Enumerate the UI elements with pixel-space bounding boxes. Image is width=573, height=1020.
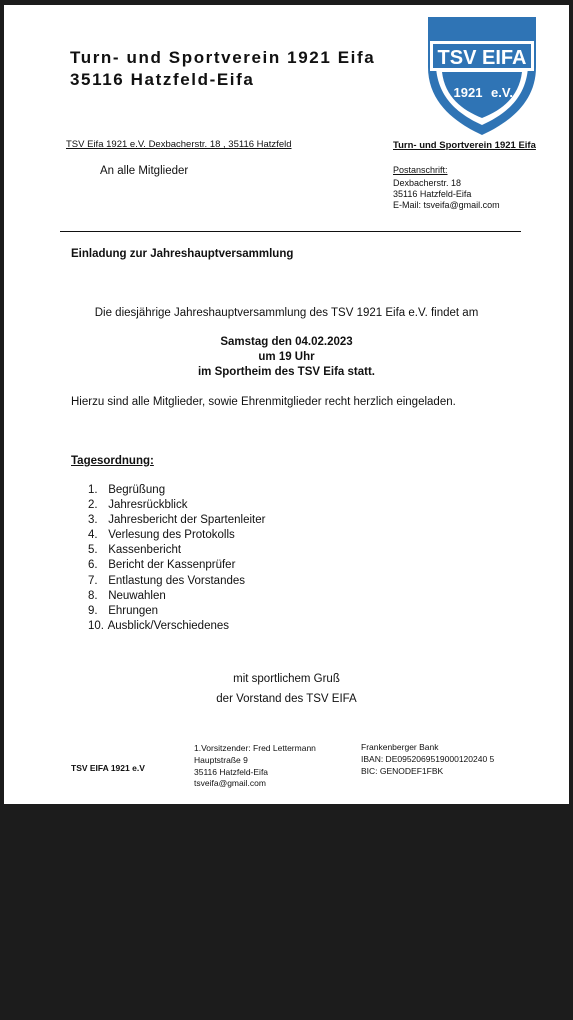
meeting-date: Samstag den 04.02.2023 (220, 336, 353, 348)
agenda-item-number: 3. (88, 514, 98, 527)
logo-suffix: e.V. (491, 85, 513, 100)
agenda-item-number: 10. (88, 619, 104, 632)
agenda-item-text: Jahresrückblick (108, 499, 188, 512)
closing-signature: der Vorstand des TSV EIFA (216, 693, 357, 705)
postal-street: Dexbacherstr. 18 (393, 178, 462, 188)
agenda-item-text: Ausblick/Verschiedenes (107, 619, 230, 632)
agenda-item-number: 4. (88, 529, 98, 542)
agenda-item (88, 558, 265, 573)
footer-chair: 1.Vorsitzender: Fred Lettermann (194, 743, 316, 753)
agenda-item-number: 5. (88, 544, 98, 557)
agenda-item-text: Neuwahlen (108, 589, 166, 602)
footer-email: tsveifa@gmail.com (194, 778, 266, 788)
agenda-item-number: 6. (88, 559, 98, 572)
footer-city: 35116 Hatzfeld-Eifa (194, 767, 269, 777)
agenda-item-text: Jahresbericht der Spartenleiter (108, 514, 266, 527)
sender-line: TSV Eifa 1921 e.V. Dexbacherstr. 18 , 35116 Hatzfeld (66, 139, 292, 150)
footer-bic: BIC: GENODEF1FBK (361, 766, 444, 776)
agenda-item (88, 604, 265, 619)
intro-text: Die diesjährige Jahreshauptversammlung des TSV 1921 Eifa e.V. findet am (94, 307, 479, 319)
agenda-item-text: Begrüßung (108, 484, 166, 496)
agenda-item (88, 589, 265, 604)
agenda-item-number: 9. (88, 604, 98, 617)
agenda-item-number: 7. (88, 574, 98, 587)
agenda-item-text: Entlastung des Vorstandes (108, 574, 246, 587)
agenda-item-text: Ehrungen (108, 604, 159, 617)
club-name: Turn- und Sportverein 1921 Eifa (70, 48, 376, 67)
agenda-item (88, 528, 265, 543)
agenda-list (88, 483, 265, 634)
agenda-item-text: Bericht der Kassenprüfer (108, 559, 236, 572)
tsv-eifa-logo (424, 15, 540, 137)
footer-club: TSV EIFA 1921 e.V (71, 763, 145, 773)
logo-top-text: TSV EIFA (437, 47, 527, 69)
meeting-time: um 19 Uhr (258, 351, 315, 363)
invitation-text: Hierzu sind alle Mitglieder, sowie Ehrenmitglieder recht herzlich eingeladen. (71, 396, 456, 408)
agenda-item (88, 619, 265, 634)
divider (60, 231, 521, 232)
agenda-heading: Tagesordnung: (71, 455, 154, 467)
agenda-item (88, 543, 265, 558)
footer-bank: Frankenberger Bank (361, 742, 439, 752)
agenda-item-number: 2. (88, 499, 98, 512)
postal-label: Postanschrift: (393, 165, 448, 175)
agenda-item (88, 574, 265, 589)
right-heading: Turn- und Sportverein 1921 Eifa (393, 140, 536, 151)
closing-greeting: mit sportlichem Gruß (233, 673, 340, 685)
agenda-item (88, 498, 265, 513)
agenda-item-number: 8. (88, 589, 98, 602)
footer-iban: IBAN: DE0952069519000120240 5 (361, 754, 495, 764)
club-address: 35116 Hatzfeld-Eifa (70, 70, 255, 89)
postal-city: 35116 Hatzfeld-Eifa (393, 189, 472, 199)
greeting: An alle Mitglieder (100, 165, 189, 177)
letter-page (4, 5, 569, 804)
agenda-item-text: Kassenbericht (108, 544, 182, 557)
agenda-item-number: 1. (88, 484, 98, 496)
agenda-item-text: Verlesung des Protokolls (108, 529, 235, 542)
logo-year: 1921 (453, 85, 483, 100)
subject-line: Einladung zur Jahreshauptversammlung (71, 248, 294, 260)
postal-email: E-Mail: tsveifa@gmail.com (393, 200, 500, 210)
agenda-item (88, 483, 265, 498)
meeting-place: im Sportheim des TSV Eifa statt. (197, 366, 375, 378)
footer-street: Hauptstraße 9 (194, 755, 248, 765)
agenda-item (88, 513, 265, 528)
